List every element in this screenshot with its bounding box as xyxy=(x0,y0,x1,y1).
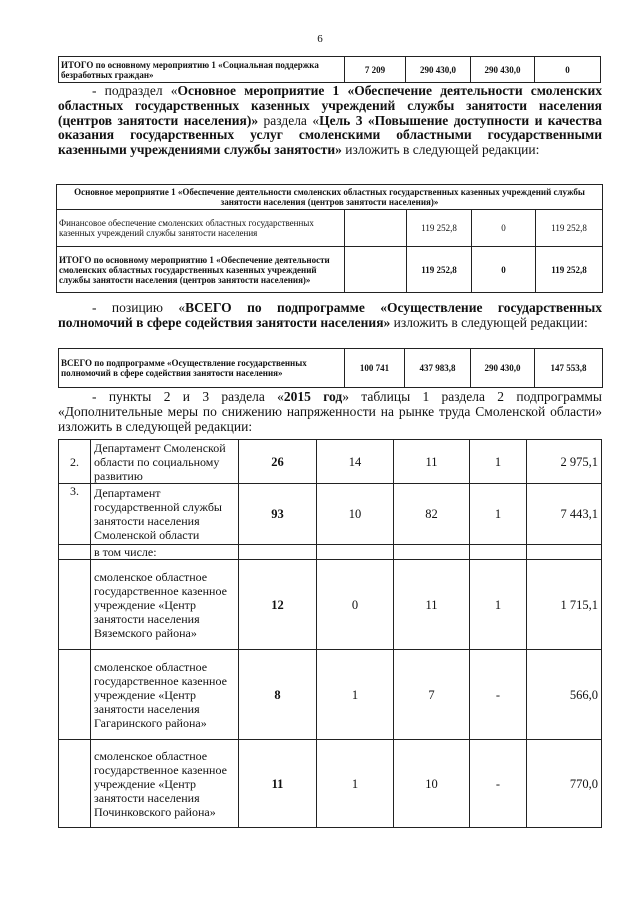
value-cell: 566,0 xyxy=(527,650,602,740)
table-header: Основное мероприятие 1 «Обеспечение деятельности смоленских областных государственных казенных учреждений службы занятости населения (центров занятости населения)» xyxy=(57,185,603,210)
value-cell: 147 553,8 xyxy=(535,349,603,388)
value-cell: 1 xyxy=(470,440,527,484)
value-cell: 93 xyxy=(239,484,317,545)
value-cell: 8 xyxy=(239,650,317,740)
table-row xyxy=(59,560,602,650)
paragraph-points xyxy=(58,390,602,434)
subprogram-total-table xyxy=(58,348,603,388)
row-number xyxy=(59,740,91,828)
value-cell: 119 252,8 xyxy=(407,210,472,247)
row-name: в том числе: xyxy=(91,545,239,560)
empty-cell xyxy=(345,210,407,247)
text: раздела « xyxy=(258,112,320,128)
value-cell: 1 xyxy=(470,560,527,650)
value-cell: 290 430,0 xyxy=(471,57,535,83)
value-cell: 119 252,8 xyxy=(407,247,472,293)
row-name: смоленское областное государственное казенное учреждение «Центр занятости населения Вяземского района» xyxy=(91,560,239,650)
value-cell: 7 xyxy=(394,650,470,740)
row-name: Департамент Смоленской области по социальному развитию xyxy=(91,440,239,484)
total-measure-1-table xyxy=(58,56,601,83)
value-cell: 770,0 xyxy=(527,740,602,828)
value-cell: 0 xyxy=(472,247,536,293)
value-cell: 2 975,1 xyxy=(527,440,602,484)
paragraph-subsection xyxy=(58,84,602,158)
text: изложить в следующей редакции: xyxy=(341,142,540,158)
value-cell: 119 252,8 xyxy=(536,247,603,293)
value-cell xyxy=(527,545,602,560)
value-cell xyxy=(394,545,470,560)
text: - подраздел « xyxy=(92,83,178,98)
table-row xyxy=(59,650,602,740)
value-cell: 1 xyxy=(317,650,394,740)
value-cell: 1 715,1 xyxy=(527,560,602,650)
value-cell: 12 xyxy=(239,560,317,650)
row-number xyxy=(59,650,91,740)
value-cell: 437 983,8 xyxy=(405,349,471,388)
value-cell: 11 xyxy=(394,560,470,650)
bold-text: Основное мероприятие 1 «Обеспечение деятельности смоленских областных государственных казенных учреждений службы занятости населения (центров занятости населения)» xyxy=(58,83,602,128)
row-label: ВСЕГО по подпрограмме «Осуществление государственных полномочий в сфере содействия занятости населения» xyxy=(59,349,345,388)
row-name: Департамент государственной службы занятости населения Смоленской области xyxy=(91,484,239,545)
value-cell: 290 430,0 xyxy=(471,349,535,388)
value-cell xyxy=(317,545,394,560)
bold-text: Цель 3 «Повышение доступности и качества оказания государственных услуг смоленскими областными государственными казенными учреждениями службы занятости» xyxy=(58,112,603,158)
value-cell: 1 xyxy=(470,484,527,545)
value-cell: 11 xyxy=(239,740,317,828)
row-name: смоленское областное государственное казенное учреждение «Центр занятости населения Гагаринского района» xyxy=(91,650,239,740)
row-number: 3. xyxy=(59,484,91,545)
value-cell: 1 xyxy=(317,740,394,828)
row-number: 2. xyxy=(59,440,91,484)
value-cell: - xyxy=(470,650,527,740)
text: » таблицы 1 раздела 2 подпрограммы «Дополнительные меры по снижению напряженности на рынке труда Смоленской области» изложить в следующей редакции: xyxy=(58,389,602,434)
value-cell: 7 209 xyxy=(345,57,406,83)
value-cell: 82 xyxy=(394,484,470,545)
text: изложить в следующей редакции: xyxy=(390,314,588,330)
value-cell: 0 xyxy=(317,560,394,650)
empty-cell xyxy=(345,247,407,293)
paragraph-position xyxy=(58,301,602,331)
value-cell: 10 xyxy=(317,484,394,545)
measure-1-table xyxy=(56,184,603,293)
table-row xyxy=(59,740,602,828)
value-cell: 10 xyxy=(394,740,470,828)
page-number: 6 xyxy=(317,33,323,45)
value-cell: - xyxy=(470,740,527,828)
text: - пункты 2 и 3 раздела « xyxy=(92,389,284,404)
row-name: смоленское областное государственное казенное учреждение «Центр занятости населения Починковского района» xyxy=(91,740,239,828)
value-cell: 14 xyxy=(317,440,394,484)
row-number xyxy=(59,560,91,650)
row-label: Финансовое обеспечение смоленских областных государственных казенных учреждений службы занятости населения xyxy=(57,210,345,247)
value-cell: 119 252,8 xyxy=(536,210,603,247)
bold-text: ВСЕГО по подпрограмме «Осуществление государственных полномочий в сфере содействия занятости населения» xyxy=(58,300,603,330)
table-row xyxy=(59,484,602,545)
table-row xyxy=(59,545,602,560)
row-label: ИТОГО по основному мероприятию 1 «Социальная поддержка безработных граждан» xyxy=(59,57,345,83)
value-cell xyxy=(239,545,317,560)
value-cell: 100 741 xyxy=(345,349,405,388)
value-cell: 26 xyxy=(239,440,317,484)
text: - позицию « xyxy=(92,300,186,315)
row-number xyxy=(59,545,91,560)
row-label: ИТОГО по основному мероприятию 1 «Обеспечение деятельности смоленских областных государственных казенных учреждений службы занятости населения (центров занятости населения)» xyxy=(57,247,345,293)
table-row xyxy=(59,440,602,484)
value-cell: 0 xyxy=(535,57,601,83)
value-cell: 11 xyxy=(394,440,470,484)
value-cell: 290 430,0 xyxy=(406,57,471,83)
value-cell: 7 443,1 xyxy=(527,484,602,545)
value-cell xyxy=(470,545,527,560)
departments-table xyxy=(58,439,602,828)
bold-text: 2015 год xyxy=(283,389,343,404)
value-cell: 0 xyxy=(472,210,536,247)
